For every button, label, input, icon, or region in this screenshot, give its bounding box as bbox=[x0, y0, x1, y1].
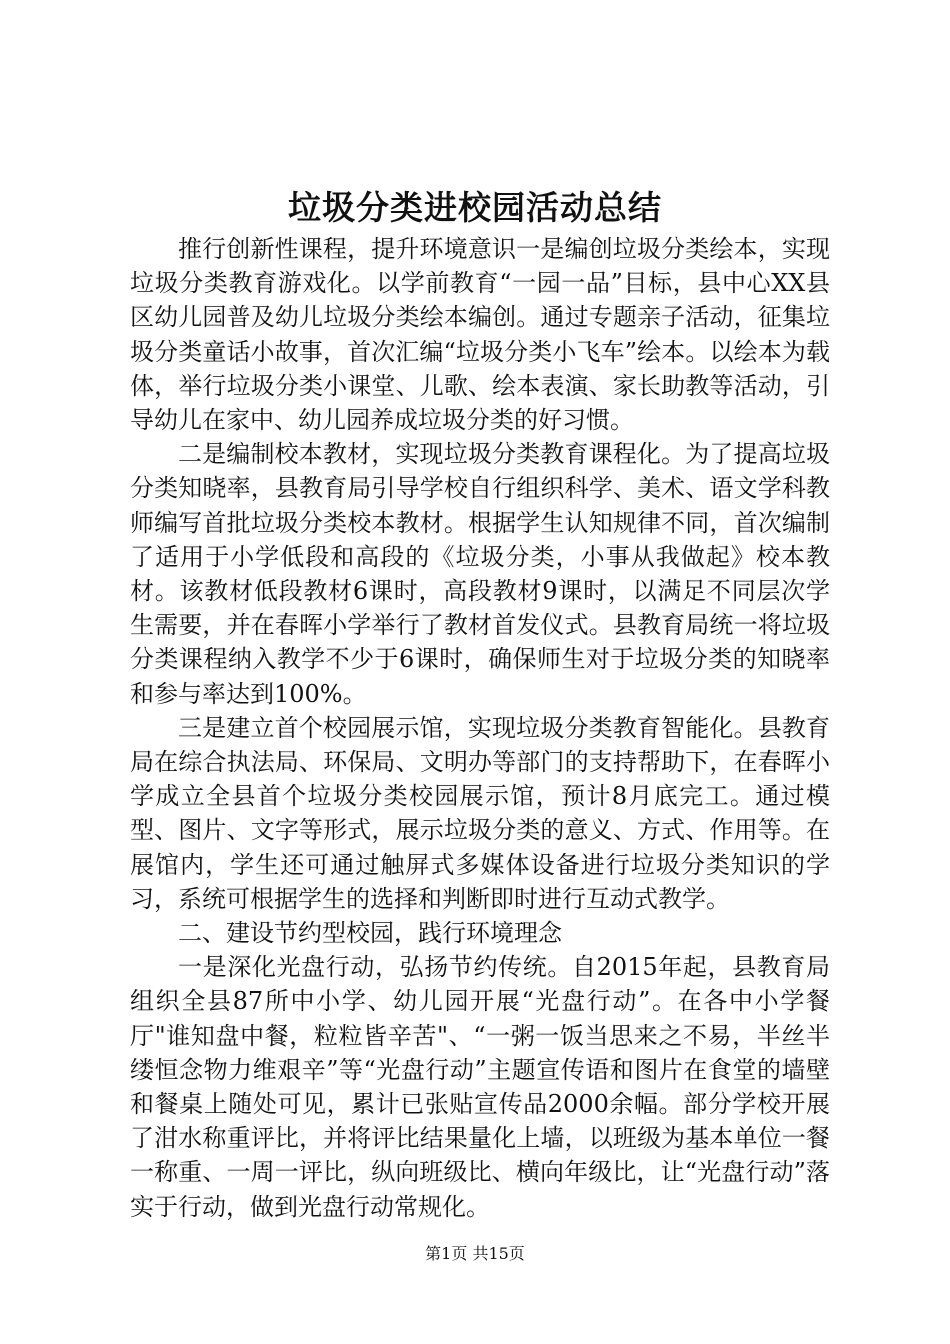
paragraph-2: 二是编制校本教材，实现垃圾分类教育课程化。为了提高垃圾分类知晓率，县教育局引导学校自行组织科学、美术、语文学科教师编写首批垃圾分类校本教材。根据学生认知规律不同，首次编制了适用于小学低段和高段的《垃圾分类，小事从我做起》校本教材。该教材低段教材6课时，高段教材9课时，以满足不同层次学生需要，并在春晖小学举行了教材首发仪式。县教育局统一将垃圾分类课程纳入教学不少于6课时，确保师生对于垃圾分类的知晓率和参与率达到100%。 bbox=[130, 440, 830, 708]
paragraph-1: 推行创新性课程，提升环境意识一是编创垃圾分类绘本，实现垃圾分类教育游戏化。以学前教育“一园一品”目标，县中心XX县区幼儿园普及幼儿垃圾分类绘本编创。通过专题亲子活动，征集垃圾分类童话小故事，首次汇编“垃圾分类小飞车”绘本。以绘本为载体，举行垃圾分类小课堂、儿歌、绘本表演、家长助教等活动，引导幼儿在家中、幼儿园养成垃圾分类的好习惯。 bbox=[130, 235, 830, 435]
document-title: 垃圾分类进校园活动总结 bbox=[288, 188, 662, 227]
section-heading-2: 二、建设节约型校园，践行环境理念 bbox=[178, 919, 562, 948]
document-body bbox=[130, 232, 830, 1224]
paragraph-3: 三是建立首个校园展示馆，实现垃圾分类教育智能化。县教育局在综合执法局、环保局、文明办等部门的支持帮助下，在春晖小学成立全县首个垃圾分类校园展示馆，预计8月底完工。通过模型、图片、文字等形式，展示垃圾分类的意义、方式、作用等。在展馆内，学生还可通过触屏式多媒体设备进行垃圾分类知识的学习，系统可根据学生的选择和判断即时进行互动式教学。 bbox=[130, 713, 830, 913]
page-footer: 第1页 共15页 bbox=[425, 1244, 525, 1263]
paragraph-4: 一是深化光盘行动，弘扬节约传统。自2015年起，县教育局组织全县87所中小学、幼儿园开展“光盘行动”。在各中小学餐厅"谁知盘中餐，粒粒皆辛苦"、“一粥一饭当思来之不易，半丝半缕恒念物力维艰辛”等“光盘行动”主题宣传语和图片在食堂的墙壁和餐桌上随处可见，累计已张贴宣传品2000余幅。部分学校开展了泔水称重评比，并将评比结果量化上墙，以班级为基本单位一餐一称重、一周一评比，纵向班级比、横向年级比，让“光盘行动”落实于行动，做到光盘行动常规化。 bbox=[130, 953, 830, 1221]
